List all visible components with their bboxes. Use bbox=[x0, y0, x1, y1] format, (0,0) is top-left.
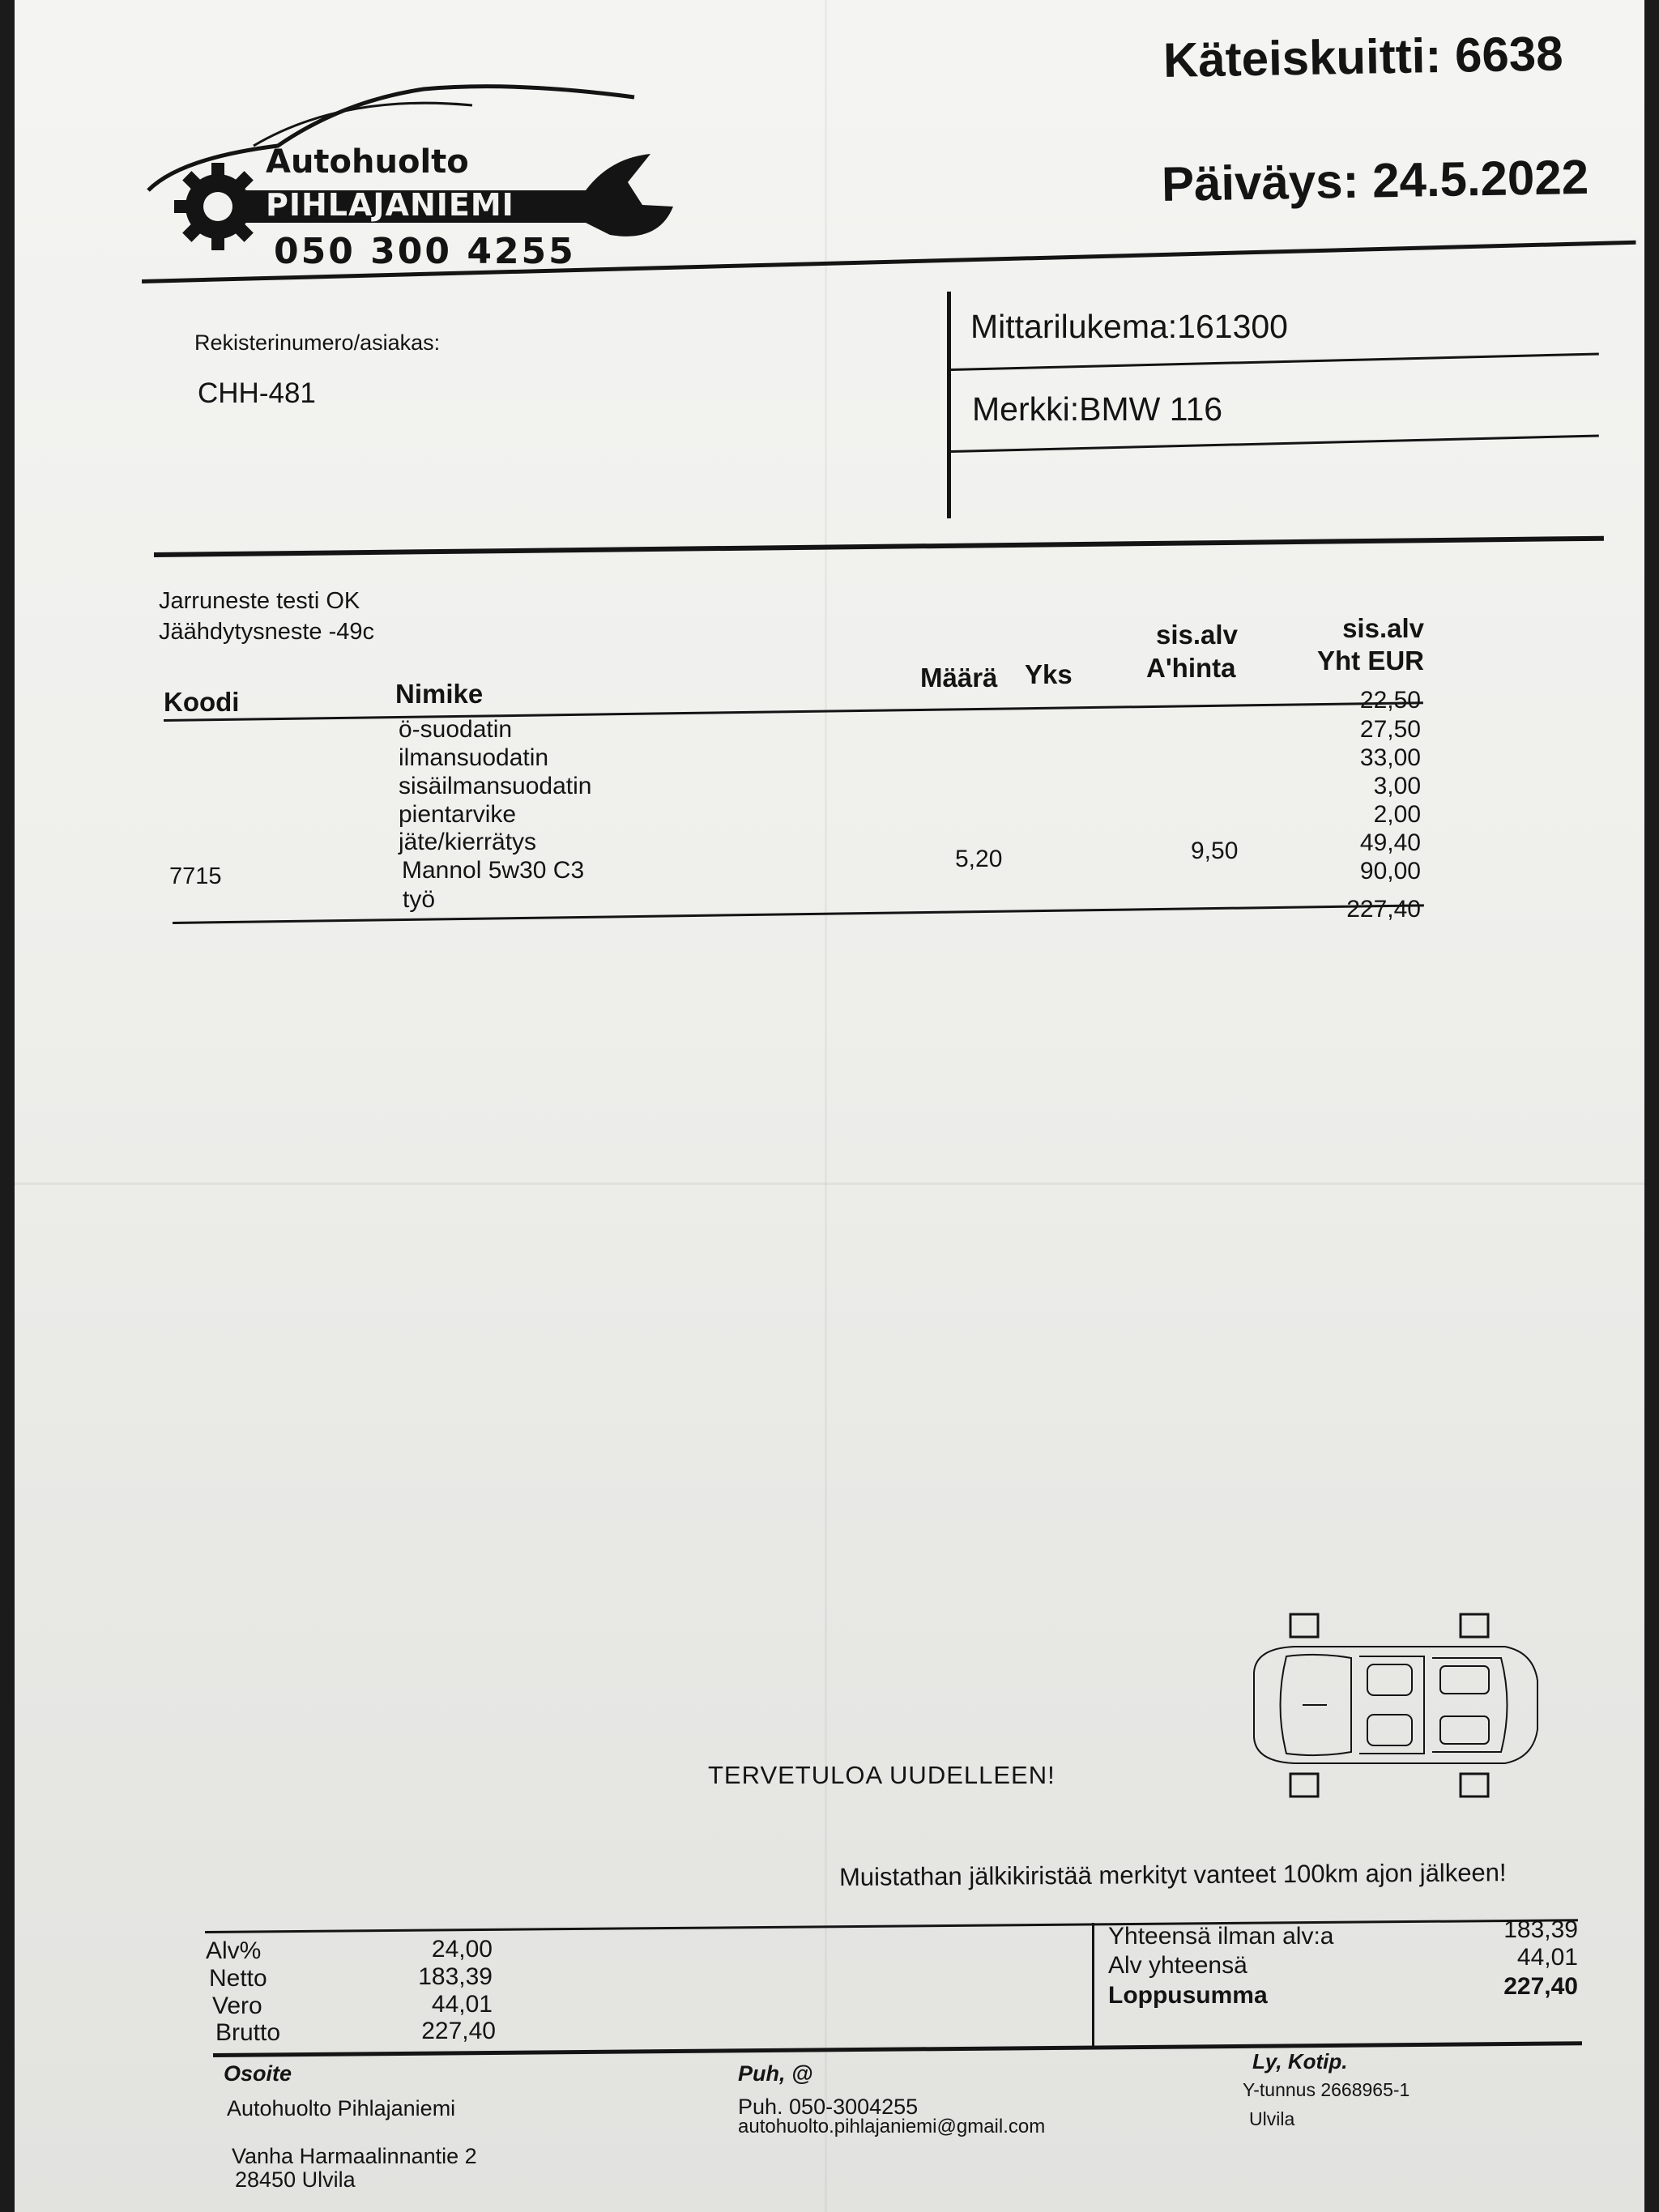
item-name: sisäilmansuodatin bbox=[399, 773, 592, 799]
item-name: jäte/kierrätys bbox=[399, 829, 537, 855]
col-header-name: Nimike bbox=[395, 679, 484, 709]
vat-label: Vero bbox=[212, 1993, 262, 2019]
reg-value: CHH-481 bbox=[198, 377, 316, 409]
tire-diagram bbox=[1238, 1608, 1546, 1802]
company-id: Y-tunnus 2668965-1 bbox=[1243, 2079, 1410, 2100]
note-line: Jarruneste testi OK bbox=[159, 588, 360, 614]
gear-icon bbox=[169, 158, 267, 255]
total-value: 44,01 bbox=[1516, 1944, 1578, 1971]
receipt-date bbox=[1161, 149, 1589, 212]
tire-checkbox-front-left[interactable] bbox=[1290, 1614, 1318, 1637]
vat-label: Netto bbox=[209, 1965, 267, 1992]
item-unit-price: 9,50 bbox=[1191, 837, 1239, 864]
total-label-final: Loppusumma bbox=[1108, 1982, 1268, 2009]
brand-underline bbox=[951, 434, 1599, 453]
col-header-unit: Yks bbox=[1025, 659, 1073, 689]
receipt-number: 6638 bbox=[1454, 26, 1564, 83]
item-name: ilmansuodatin bbox=[399, 744, 549, 771]
brand bbox=[972, 390, 1222, 428]
logo-line1: Autohuolto bbox=[266, 143, 469, 181]
vat-label: Brutto bbox=[215, 2019, 281, 2046]
line-total: 90,00 bbox=[1359, 858, 1421, 884]
paper-fold bbox=[15, 1183, 1644, 1185]
table-total-rule bbox=[173, 904, 1424, 924]
phone-value: Puh. 050-3004255 bbox=[738, 2095, 919, 2119]
col-header-code: Koodi bbox=[164, 687, 240, 717]
date-value: 24.5.2022 bbox=[1371, 149, 1589, 208]
tire-checkbox-front-right[interactable] bbox=[1290, 1774, 1318, 1796]
item-name: Mannol 5w30 C3 bbox=[402, 857, 585, 884]
logo-phone: 050 300 4255 bbox=[274, 231, 576, 272]
col-header-qty: Määrä bbox=[920, 663, 998, 693]
item-name: pientarvike bbox=[399, 801, 517, 828]
brand-label: Merkki: bbox=[972, 390, 1080, 428]
col-header-unit-price: A'hinta bbox=[1146, 653, 1236, 683]
vat-value: 183,39 bbox=[418, 1963, 493, 1990]
vat-label: Alv% bbox=[206, 1937, 262, 1964]
col-header-total-top: sis.alv bbox=[1342, 613, 1424, 643]
car-top-view-icon bbox=[1254, 1647, 1537, 1763]
company-city: Ulvila bbox=[1249, 2108, 1295, 2129]
line-total: 22,50 bbox=[1359, 687, 1421, 714]
customer-box-divider bbox=[947, 292, 951, 518]
phone-heading: Puh, @ bbox=[738, 2061, 813, 2086]
line-total: 3,00 bbox=[1373, 773, 1421, 799]
receipt-title bbox=[1162, 25, 1563, 88]
brand-value: BMW 116 bbox=[1079, 390, 1223, 428]
vat-value: 24,00 bbox=[431, 1936, 493, 1963]
odometer-value: 161300 bbox=[1177, 308, 1288, 345]
address-heading: Osoite bbox=[224, 2061, 292, 2086]
line-total: 49,40 bbox=[1359, 829, 1421, 856]
total-label: Yhteensä ilman alv:a bbox=[1108, 1923, 1334, 1950]
tire-checkbox-rear-right[interactable] bbox=[1461, 1774, 1488, 1796]
address-name: Autohuolto Pihlajaniemi bbox=[227, 2096, 456, 2120]
date-label: Päiväys: bbox=[1161, 153, 1360, 211]
grand-total: 227,40 bbox=[1346, 896, 1421, 923]
odometer-underline bbox=[951, 352, 1599, 371]
total-value: 183,39 bbox=[1503, 1916, 1578, 1943]
total-value-final: 227,40 bbox=[1503, 1973, 1578, 2000]
paper-fold bbox=[825, 0, 827, 2212]
summary-divider bbox=[1092, 1923, 1094, 2049]
tire-checkbox-rear-left[interactable] bbox=[1461, 1614, 1488, 1637]
item-name: työ bbox=[403, 886, 436, 913]
email-value: autohuolto.pihlajaniemi@gmail.com bbox=[738, 2116, 1046, 2137]
item-code: 7715 bbox=[169, 863, 222, 889]
receipt-paper bbox=[15, 0, 1644, 2212]
col-header-unit-price-top: sis.alv bbox=[1156, 620, 1238, 650]
company-logo bbox=[132, 69, 683, 279]
line-total: 2,00 bbox=[1373, 801, 1421, 828]
company-heading: Ly, Kotip. bbox=[1252, 2049, 1348, 2073]
vat-value: 227,40 bbox=[421, 2018, 496, 2044]
col-header-total: Yht EUR bbox=[1317, 646, 1424, 676]
item-name: ö-suodatin bbox=[399, 716, 513, 743]
note-line: Jäähdytysneste -49c bbox=[159, 619, 374, 645]
reminder-message: Muistathan jälkikiristää merkityt vanteet 100km ajon jälkeen! bbox=[838, 1858, 1507, 1891]
summary-top-rule bbox=[205, 1919, 1578, 1933]
line-total: 27,50 bbox=[1359, 716, 1421, 743]
table-header-rule bbox=[164, 701, 1423, 722]
address-street: Vanha Harmaalinnantie 2 bbox=[232, 2144, 477, 2168]
welcome-message: TERVETULOA UUDELLEEN! bbox=[708, 1761, 1056, 1789]
customer-box-bottom bbox=[154, 536, 1604, 557]
address-city: 28450 Ulvila bbox=[235, 2167, 356, 2192]
reg-label: Rekisterinumero/asiakas: bbox=[194, 330, 441, 355]
vat-value: 44,01 bbox=[431, 1991, 493, 2018]
logo-line2: PIHLAJANIEMI bbox=[266, 187, 514, 223]
item-qty: 5,20 bbox=[955, 846, 1003, 872]
receipt-label: Käteiskuitti: bbox=[1162, 28, 1442, 87]
line-total: 33,00 bbox=[1359, 744, 1421, 771]
odometer bbox=[970, 308, 1288, 346]
odometer-label: Mittarilukema: bbox=[970, 308, 1178, 345]
total-label: Alv yhteensä bbox=[1108, 1952, 1247, 1979]
